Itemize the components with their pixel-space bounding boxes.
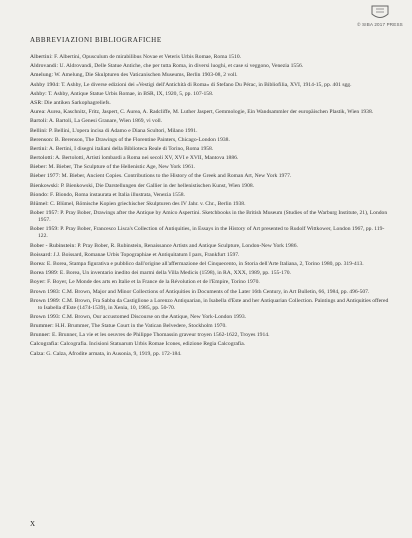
bibliography-entry: Calcografia: Calcografia. Incisioni Statuarum Urbis Romae Icones, edizione Regia Calcografia. bbox=[30, 341, 246, 348]
entry-key: Aurea bbox=[30, 109, 45, 116]
entry-text: F. Boyer, Le Monde des arts en Italie et la France de la Révolution et de l'Empire, Torino 1970. bbox=[47, 279, 260, 286]
entry-text: B. Berenson, The Drawings of the Florentine Painters, Chicago-London 1938. bbox=[54, 136, 230, 143]
bibliography-entry: Brunner: E. Brunner, La vie et les oeuvres de Philippe Thomassin graveur troyen 1562-1622, Troyes 1914. bbox=[30, 332, 270, 339]
entry-text: U. Aldrovandi, Delle Statue Antiche, che per tutta Roma, in diversi luoghi, et case si veggono, Venezia 1556. bbox=[59, 63, 304, 70]
entry-key: Blümel bbox=[30, 201, 48, 207]
entry-key: Bober 1959 bbox=[30, 226, 58, 233]
entry-text: P. Pray Bober, R. Rubinstein, Renaissance Artists and Antique Sculpture, London-New York 1986. bbox=[77, 242, 298, 249]
entry-text: C.M. Brown, Major and Minor Collections of Antiquities in Documents of the Later 16th Century, in Art Bulletin, 66, 1984, pp. 496-507. bbox=[61, 288, 370, 295]
bibliography-entry: Boyer: F. Boyer, Le Monde des arts en Italie et la France de la Révolution et de l'Empire, Torino 1970. bbox=[30, 279, 260, 286]
entry-key: Brown 1989 bbox=[30, 297, 59, 304]
bibliography-entry: Bertolotti: A. Bertolotti, Artisti lombardi a Roma nei secoli XV, XVI e XVII, Mantova 1886. bbox=[30, 155, 239, 162]
entry-text: E. Brunner, La vie et les oeuvres de Philippe Thomassin graveur troyen 1562-1622, Troyes 1914. bbox=[51, 332, 270, 339]
entry-text: M. Bieber, The Sculpture of the Hellenistic Age, New York 1961. bbox=[48, 164, 195, 171]
entry-text: C.M. Brown, Fra Sabba da Castiglione a Lorenzo Antiquarian, in Isabella d'Este and her Antiquarian Collection. Paintings and Antiquities offered to Isabella d'Este (1474-1539), in Xenia, 10, 1985, pp. 50-70. bbox=[38, 297, 389, 311]
bibliography-entry: Bober 1957: P. Pray Bober, Drawings after the Antique by Amico Aspertini. Sketchbooks in the British Museum (Studies of the Warburg Institute, 21), London 1957. bbox=[30, 210, 388, 224]
entry-text: J.J. Boissard, Romanae Urbis Topographiae et Antiquitatum I pars, Frankfurt 1597. bbox=[53, 251, 240, 258]
bibliography-entry: ASR: Die antiken Sarkophagreliefs. bbox=[30, 99, 111, 106]
entry-key: Borea bbox=[30, 260, 44, 267]
entry-text: Calcografia. Incisioni Statuarum Urbis Romae Icones, edizione Regia Calcografia. bbox=[60, 341, 246, 348]
bibliography-entry: Bieber: M. Bieber, The Sculpture of the Hellenistic Age, New York 1961. bbox=[30, 164, 195, 171]
bibliography-entry: Aldrovandi: U. Aldrovandi, Delle Statue Antiche, che per tutta Roma, in diversi luoghi, et case si veggono, Venezia 1556. bbox=[30, 63, 304, 70]
entry-text: P. Pray Bober, Francesco Lisca's Collection of Antiquities, in Essays in the History of Art presented to Rudolf Wittkower, London 1967, pp. 119-122. bbox=[38, 226, 385, 240]
bibliography-entry: Borea: E. Borea, Stampa figurativa e pubblico dall'origine all'affermazione del Cinquecento, in Storia dell'Arte Italiana, 2, Torino 1980, pp. 319-413. bbox=[30, 260, 364, 267]
entry-key: Bellini bbox=[30, 127, 46, 134]
bibliography-entry: Biondo: F. Biondo, Roma instaurata et Italia illustrata, Venezia 1558. bbox=[30, 191, 185, 198]
section-heading: ABBREVIAZIONI BIBLIOGRAFICHE bbox=[30, 36, 162, 44]
entry-key: Biondo bbox=[30, 191, 48, 198]
entry-key: Brown 1983 bbox=[30, 288, 59, 295]
bibliography-entry: Bartoli: A. Bartoli, La Genesi Granare, Wien 1869, vi voll. bbox=[30, 118, 163, 125]
entry-key: Bober 1957 bbox=[30, 210, 58, 217]
bibliography-entry: Borea 1989: E. Borea, Un inventario inedito dei marmi della Villa Medicis (1598), in RA, XXX, 1989, pp. 155-170. bbox=[30, 270, 291, 277]
bibliography-entry: Bieber 1977: M. Bieber, Ancient Copies. Contributions to the History of the Greek and Roman Art, New York 1977. bbox=[30, 173, 292, 180]
entry-text: P. Pray Bober, Drawings after the Antique by Amico Aspertini. Sketchbooks in the British Museum (Studies of the Warburg Institute, 21), London 1957. bbox=[38, 210, 388, 224]
entry-key: Albertini bbox=[30, 54, 52, 60]
bibliography-entry: Boissard: J.J. Boissard, Romanae Urbis Topographiae et Antiquitatum I pars, Frankfurt 1597. bbox=[30, 251, 240, 258]
entry-key: Bieber bbox=[30, 164, 46, 171]
bibliography-entry: Bienkowski: P. Bienkowski, Die Darstellungen der Gallier in der hellenistischen Kunst, Wien 1908. bbox=[30, 182, 255, 189]
entry-text: W. Amelung, Die Skulpturen des Vaticanischen Museums, Berlin 1903-08, 2 voll. bbox=[54, 72, 238, 79]
entry-text: C. Blümel, Römische Kopien griechischer Skulpturen des IV Jahr. v. Chr., Berlin 1938. bbox=[50, 201, 246, 207]
entry-text: T. Ashby, Antique Statue Urbis Romae, in BSR, IX, 1920, 5, pp. 107-158. bbox=[47, 90, 214, 97]
bibliography-entry: Calza: G. Calza, Afrodite armata, in Ausonia, 9, 1919, pp. 172-184. bbox=[30, 350, 182, 357]
entry-key: Brummer bbox=[30, 323, 53, 330]
entry-key: Borea 1989 bbox=[30, 270, 57, 277]
entry-text: C.M. Brown, Our accustomed Discourse on the Antique, New York-London 1993. bbox=[61, 313, 247, 320]
entry-key: Ashby 1904 bbox=[30, 81, 59, 88]
page-number: X bbox=[30, 520, 36, 528]
entry-key: ASR bbox=[30, 99, 42, 106]
bibliography-entry: Bertini: A. Bertini, I disegni italiani della Biblioteca Reale di Torino, Roma 1958. bbox=[30, 145, 214, 152]
bibliography-entry: Bellini: P. Bellini, L'opera incisa di Adamo e Diana Scultori, Milano 1991. bbox=[30, 127, 198, 134]
entry-text: F. Albertini, Opusculum de mirabilibus Novae et Veteris Urbis Romae, Roma 1510. bbox=[54, 54, 242, 60]
entry-text: Aurea, Kaschnitz, Fritz, Jaspert, C. Aurea, A. Radcliffe, M. Luther Jaspert, Gemmologie, Ein Wandsammler der europäischen Plastik, Wien 1938. bbox=[46, 109, 374, 116]
entry-key: Bartoli bbox=[30, 118, 47, 125]
entry-text: P. Bellini, L'opera incisa di Adamo e Diana Scultori, Milano 1991. bbox=[48, 127, 198, 134]
entry-key: Bertini bbox=[30, 145, 47, 152]
entry-key: Boyer bbox=[30, 279, 45, 286]
entry-key: Berenson bbox=[30, 136, 52, 143]
entry-key: Boissard bbox=[30, 251, 51, 258]
entry-key: Amelung bbox=[30, 72, 52, 79]
entry-key: Aldrovandi bbox=[30, 63, 57, 70]
entry-text: E. Borea, Un inventario inedito dei marmi della Villa Medicis (1598), in RA, XXX, 1989, pp. 155-170. bbox=[59, 270, 291, 277]
library-logo bbox=[356, 4, 404, 27]
entry-text: T. Ashby, Le diverse edizioni dei «Vestigi dell'Antichità di Roma» di Stefano Du Pérac, in Bibliofilia, XVI, 1914-15, pp. 401 sgg. bbox=[61, 81, 352, 88]
bibliography-entry: Brown 1989: C.M. Brown, Fra Sabba da Castiglione a Lorenzo Antiquarian, in Isabella d'Este and her Antiquarian Collection. Paintings and Antiquities offered to Isabella d'Este (1474-1539), in Xenia, 10, 1985, pp. 50-70. bbox=[30, 297, 389, 311]
entry-key: Bober - Rubinstein bbox=[30, 242, 75, 249]
bibliography-entry: Blümel: C. Blümel, Römische Kopien griechischer Skulpturen des IV Jahr. v. Chr., Berlin 1938. bbox=[30, 201, 246, 207]
bibliography-entry: Ashby: T. Ashby, Antique Statue Urbis Romae, in BSR, IX, 1920, 5, pp. 107-158. bbox=[30, 90, 214, 97]
entry-text: P. Bienkowski, Die Darstellungen der Gallier in der hellenistischen Kunst, Wien 1908. bbox=[60, 182, 255, 189]
entry-text: M. Bieber, Ancient Copies. Contributions to the History of the Greek and Roman Art, New York 1977. bbox=[61, 173, 292, 180]
entry-key: Bienkowski bbox=[30, 182, 58, 189]
entry-text: A. Bertini, I disegni italiani della Biblioteca Reale di Torino, Roma 1958. bbox=[48, 145, 214, 152]
entry-key: Bertolotti bbox=[30, 155, 53, 162]
bibliography-entry: Aurea: Aurea, Kaschnitz, Fritz, Jaspert, C. Aurea, A. Radcliffe, M. Luther Jaspert, Gemmologie, Ein Wandsammler der europäischen Plastik, Wien 1938. bbox=[30, 109, 374, 116]
entry-text: A. Bartoli, La Genesi Granare, Wien 1869, vi voll. bbox=[48, 118, 163, 125]
logo-text: © SIBA 2017 PRESS bbox=[357, 22, 403, 27]
entry-text: H.H. Brummer, The Statue Court in the Vatican Belvedere, Stockholm 1970. bbox=[55, 323, 227, 330]
entry-text: G. Calza, Afrodite armata, in Ausonia, 9, 1919, pp. 172-184. bbox=[46, 350, 182, 357]
entry-key: Ashby bbox=[30, 90, 46, 97]
entry-key: Calza bbox=[30, 350, 44, 357]
bibliography-list bbox=[30, 54, 392, 358]
bibliography-entry: Bober 1959: P. Pray Bober, Francesco Lisca's Collection of Antiquities, in Essays in the History of Art presented to Rudolf Wittkower, London 1967, pp. 119-122. bbox=[30, 226, 385, 240]
bibliography-entry: Amelung: W. Amelung, Die Skulpturen des Vaticanischen Museums, Berlin 1903-08, 2 voll. bbox=[30, 72, 238, 79]
bibliography-entry: Brown 1983: C.M. Brown, Major and Minor Collections of Antiquities in Documents of the Later 16th Century, in Art Bulletin, 66, 1984, pp. 496-507. bbox=[30, 288, 370, 295]
entry-text: F. Biondo, Roma instaurata et Italia illustrata, Venezia 1558. bbox=[50, 191, 185, 198]
bibliography-entry: Berenson: B. Berenson, The Drawings of the Florentine Painters, Chicago-London 1938. bbox=[30, 136, 230, 143]
bibliography-entry: Brummer: H.H. Brummer, The Statue Court in the Vatican Belvedere, Stockholm 1970. bbox=[30, 323, 227, 330]
entry-text: E. Borea, Stampa figurativa e pubblico dall'origine all'affermazione del Cinquecento, in Storia dell'Arte Italiana, 2, Torino 1980, pp. 319-413. bbox=[46, 260, 364, 267]
bibliography-entry: Brown 1993: C.M. Brown, Our accustomed Discourse on the Antique, New York-London 1993. bbox=[30, 313, 247, 320]
entry-key: Bieber 1977 bbox=[30, 173, 59, 180]
entry-text: Die antiken Sarkophagreliefs. bbox=[44, 99, 111, 106]
library-seal-icon bbox=[370, 4, 390, 22]
entry-key: Calcografia bbox=[30, 341, 58, 348]
bibliography-entry: Ashby 1904: T. Ashby, Le diverse edizioni dei «Vestigi dell'Antichità di Roma» di Stefano Du Pérac, in Bibliofilia, XVI, 1914-15, pp. 401 sgg. bbox=[30, 81, 352, 88]
entry-key: Brunner bbox=[30, 332, 50, 339]
entry-key: Brown 1993 bbox=[30, 313, 59, 320]
bibliography-entry: Bober - Rubinstein: P. Pray Bober, R. Rubinstein, Renaissance Artists and Antique Sculpture, London-New York 1986. bbox=[30, 242, 298, 249]
bibliography-entry: Albertini: F. Albertini, Opusculum de mirabilibus Novae et Veteris Urbis Romae, Roma 1510. bbox=[30, 54, 242, 60]
entry-text: A. Bertolotti, Artisti lombardi a Roma nei secoli XV, XVI e XVII, Mantova 1886. bbox=[55, 155, 239, 162]
